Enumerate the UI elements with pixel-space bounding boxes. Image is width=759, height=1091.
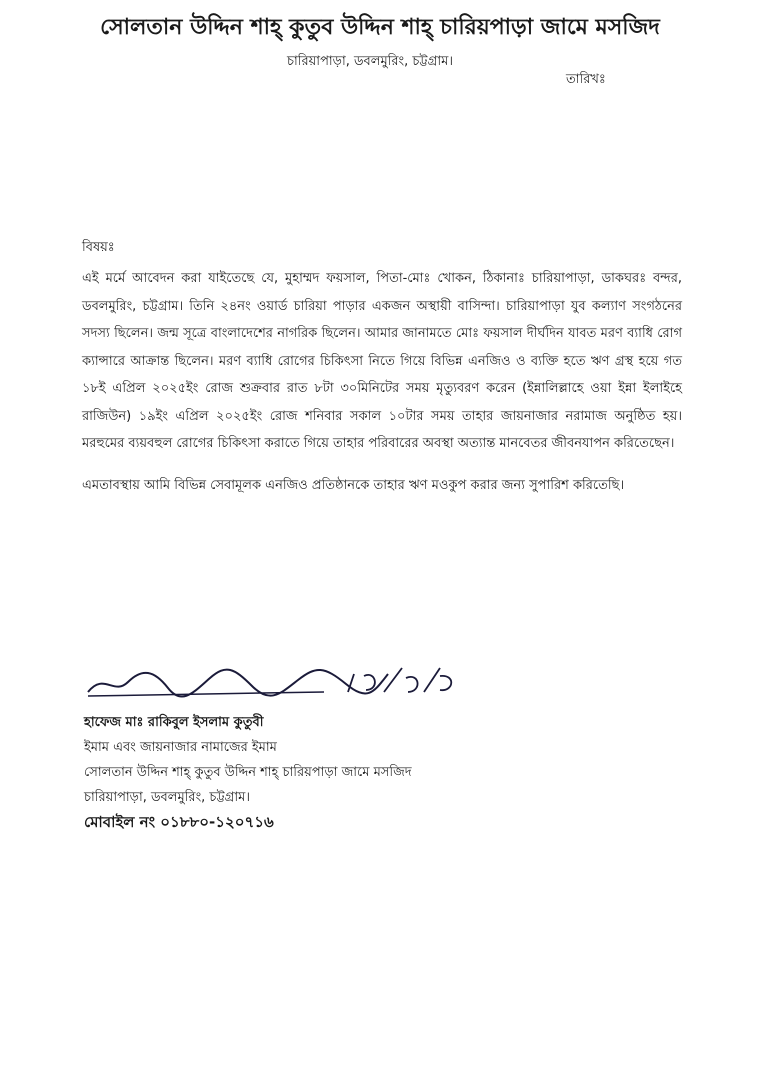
signer-address: চারিয়াপাড়া, ডবলমুরিং, চট্টগ্রাম। — [84, 790, 251, 805]
letterhead-address: চারিয়াপাড়া, ডবলমুরিং, চট্টগ্রাম। — [286, 54, 454, 69]
letterhead-title: সোলতান উদ্দিন শাহ্‌ কুতুব উদ্দিন শাহ্‌ চারিয়পাড়া জামে মসজিদ — [100, 15, 660, 40]
handwritten-signature — [84, 662, 464, 702]
body-paragraph-2: এমতাবস্থায় আমি বিভিন্ন সেবামূলক এনজিও প্রতিষ্ঠানকে তাহার ঋণ মওকুপ করার জন্য সুপারিশ করিতেছি। — [82, 477, 625, 493]
letter-body — [82, 265, 682, 513]
body-paragraph-1: এই মর্মে আবেদন করা যাইতেছে যে, মুহাম্মদ ফয়সাল, পিতা-মোঃ খোকন, ঠিকানাঃ চারিয়াপাড়া, ডাকঘরঃ বন্দর, ডবলমুরিং, চট্টগ্রাম। তিনি ২৪নং ওয়ার্ড চারিয়া পাড়ার একজন অস্থায়ী বাসিন্দা। চারিয়াপাড়া যুব কল্যাণ সংগঠনের সদস্য ছিলেন। জন্ম সূত্রে বাংলাদেশের নাগরিক ছিলেন। আমার জানামতে মোঃ ফয়সাল দীর্ঘদিন যাবত মরণ ব্যাধি রোগ ক্যান্সারে আক্রান্ত ছিলেন। মরণ ব্যাধি রোগের চিকিৎসা নিতে গিয়ে বিভিন্ন এনজিও ও ব্যক্তি হতে ঋণ গ্রস্থ হয়ে গত ১৮ই এপ্রিল ২০২৫ইং রোজ শুক্রবার রাত ৮টা ৩০মিনিটের সময় মৃত্যুবরণ করেন (ইন্নালিল্লাহে ওয়া ইন্না ইলাইহে রাজিউন) ১৯ইং এপ্রিল ২০২৫ইং রোজ শনিবার সকাল ১০টার সময় তাহার জায়নাজার নরামাজ অনুষ্ঠিত হয়। মরহুমের ব্যয়বহুল রোগের চিকিৎসা করাতে গিয়ে তাহার পরিবারের অবস্থা অত্যান্ত মানবেতর জীবনযাপন করিতেছেন। — [82, 271, 682, 451]
signature-block — [84, 710, 534, 835]
signer-role: ইমাম এবং জায়নাজার নামাজের ইমাম — [84, 740, 277, 755]
signer-name: হাফেজ মাঃ রাকিবুল ইসলাম কুতুবী — [84, 715, 264, 730]
subject-label: বিষয়ঃ — [82, 240, 115, 255]
date-label: তারিখঃ — [566, 72, 606, 87]
signer-mobile: মোবাইল নং ০১৮৮০-১২০৭১৬ — [84, 813, 274, 831]
signer-mosque: সোলতান উদ্দিন শাহ্‌ কুতুব উদ্দিন শাহ্‌ চারিয়পাড়া জামে মসজিদ — [84, 765, 412, 780]
